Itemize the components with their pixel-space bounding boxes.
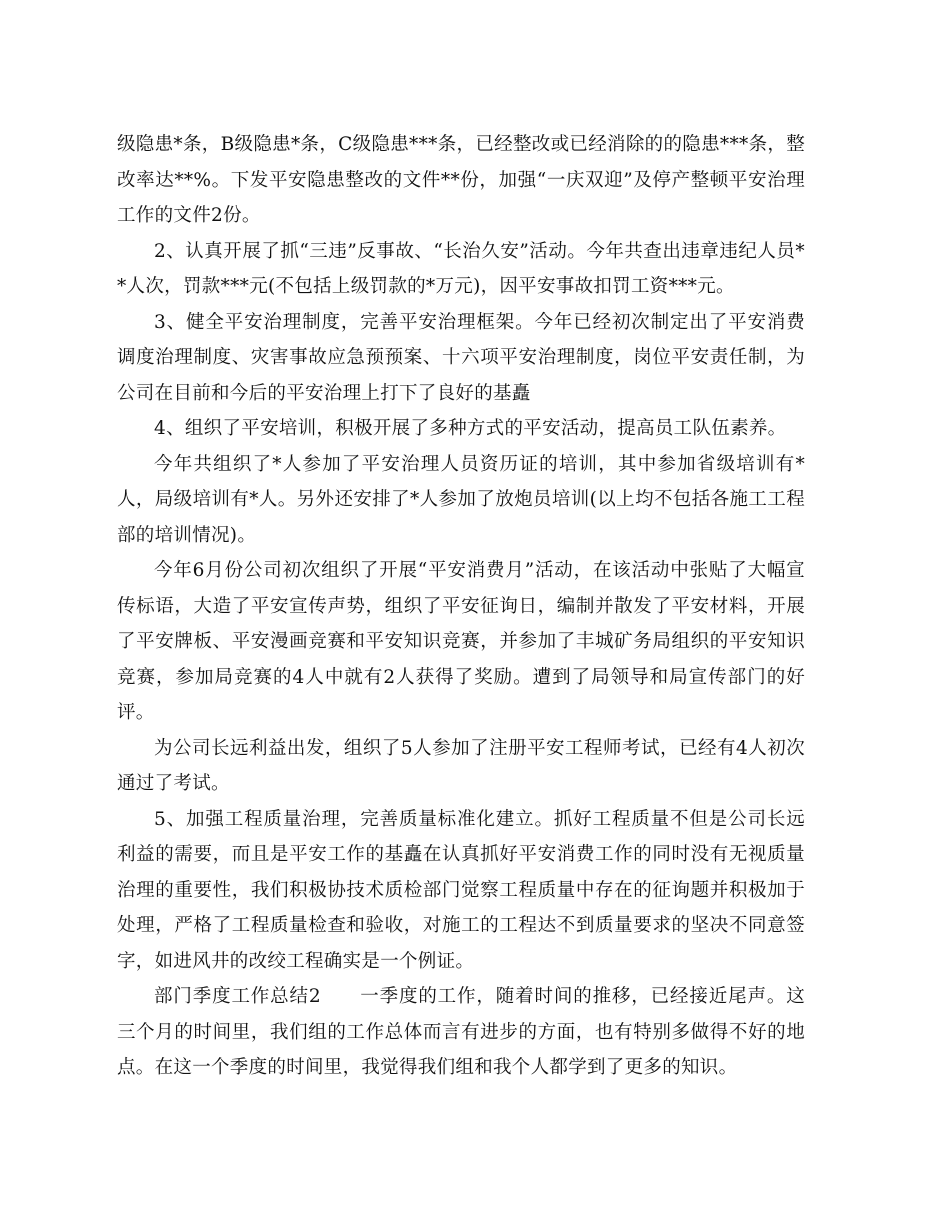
paragraph-engineer-exam: 为公司长远利益出发，组织了5人参加了注册平安工程师考试，已经有4人初次通过了考试。 [117, 737, 805, 794]
document-body [117, 127, 805, 1086]
paragraph-hazard-rectification: 级隐患*条，B级隐患*条，C级隐患***条，已经整改或已经消除的的隐患***条，整改率达**%。下发平安隐患整改的文件**份，加强“一庆双迎”及停产整顿平安治理工作的文件2份。 [117, 134, 805, 226]
paragraph-safety-training: 4、组织了平安培训，积极开展了多种方式的平安活动，提高员工队伍素养。 [154, 418, 787, 439]
paragraph-safety-month: 今年6月份公司初次组织了开展“平安消费月”活动，在该活动中张贴了大幅宣传标语，大造了平安宣传声势，组织了平安征询日，编制并散发了平安材料，开展了平安牌板、平安漫画竞赛和平安知识竞赛，并参加了丰城矿务局组织的平安知识竞赛，参加局竞赛的4人中就有2人获得了奖励。遭到了局领导和局宣传部门的好评。 [117, 560, 805, 723]
paragraph-quarterly-summary: 部门季度工作总结2 一季度的工作，随着时间的推移，已经接近尾声。这三个月的时间里，我们组的工作总体而言有进步的方面，也有特别多做得不好的地点。在这一个季度的时间里，我觉得我们组和我个人都学到了更多的知识。 [117, 986, 805, 1078]
paragraph-three-violations: 2、认真开展了抓“三违”反事故、“长治久安”活动。今年共查出违章违纪人员**人次，罚款***元(不包括上级罚款的*万元)，因平安事故扣罚工资***元。 [117, 240, 805, 297]
paragraph-quality-management: 5、加强工程质量治理，完善质量标准化建立。抓好工程质量不但是公司长远利益的需要，而且是平安工作的基矗在认真抓好平安消费工作的同时没有无视质量治理的重要性，我们积极协技术质检部门觉察工程质量中存在的征询题并积极加于处理，严格了工程质量检查和验收，对施工的工程达不到质量要求的坚决不同意签字，如进风井的改绞工程确实是一个例证。 [117, 808, 805, 972]
paragraph-safety-system: 3、健全平安治理制度，完善平安治理框架。今年已经初次制定出了平安消费调度治理制度、灾害事故应急预预案、十六项平安治理制度，岗位平安责任制，为公司在目前和今后的平安治理上打下了良好的基矗 [117, 311, 805, 404]
paragraph-training-details: 今年共组织了*人参加了平安治理人员资历证的培训，其中参加省级培训有*人，局级培训有*人。另外还安排了*人参加了放炮员培训(以上均不包括各施工工程部的培训情况)。 [117, 453, 805, 546]
